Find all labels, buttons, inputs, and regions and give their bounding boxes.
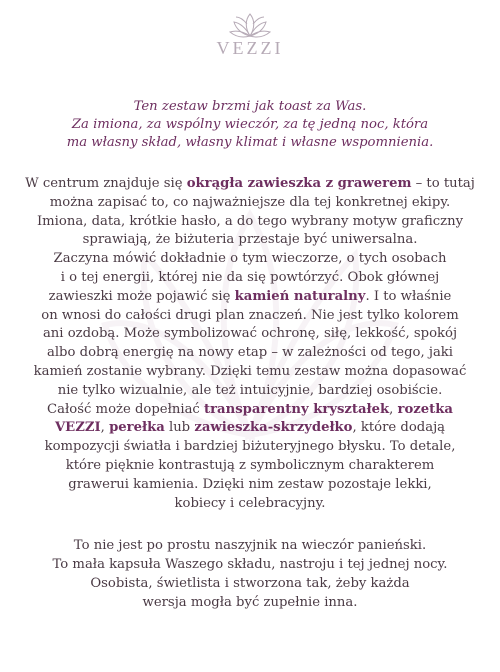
highlight-text: transparentny kryształek	[204, 401, 390, 417]
brand-name: VEZZI	[216, 38, 284, 58]
body-text-segment: i o tej energii, której nie da się powtórzyć. Obok głównej	[60, 269, 440, 285]
body-line	[15, 288, 485, 307]
body-text-segment: ,	[389, 401, 398, 417]
body-line	[15, 213, 485, 232]
outro-line: wersja mogła być zupełnie inna.	[142, 595, 358, 610]
body-text	[15, 175, 485, 513]
body-text-segment: ani ozdobą. Może symbolizować ochronę, siłę, lekkość, spokój	[42, 326, 458, 342]
body-line	[15, 194, 485, 213]
highlight-text: perełka	[109, 420, 165, 436]
body-text-segment: – to tutaj	[411, 176, 475, 191]
body-text-segment: można zapisać to, co najważniejsze dla tej konkretnej ekipy.	[49, 194, 451, 210]
body-text-segment: Całość może dopełniać	[47, 401, 205, 417]
body-line	[15, 344, 485, 363]
body-text-segment: sprawiają, że biżuteria przestaje być uniwersalna.	[82, 232, 418, 248]
intro-line: ma własny skład, własny klimat i własne wspomnienia.	[66, 135, 434, 150]
intro-line: Ten zestaw brzmi jak toast za Was.	[133, 99, 367, 114]
body-line	[15, 382, 485, 401]
body-text-segment: kompozycji światła i bardziej biżuteryjnego błysku. To detale,	[44, 439, 456, 455]
body-line	[15, 363, 485, 382]
body-line	[15, 250, 485, 269]
highlight-text: kamień naturalny	[234, 288, 366, 304]
body-text-segment: zawieszki może pojawić się	[48, 288, 235, 304]
intro-text	[20, 98, 480, 152]
outro-line: To mała kapsuła Waszego składu, nastroju i tej jednej nocy.	[52, 557, 448, 572]
body-text-segment: , które dodają	[352, 420, 446, 436]
lotus-icon	[228, 12, 272, 40]
body-text-segment: albo dobrą energię na nowy etap – w zależności od tego, jaki	[46, 345, 454, 361]
body-line	[15, 438, 485, 457]
highlight-text: okrągła zawieszka z grawerem	[186, 176, 412, 191]
highlight-text: rozetka	[397, 401, 453, 417]
body-text-segment: on wnosi do całości drugi plan znaczeń. Nie jest tylko kolorem	[41, 307, 459, 323]
body-line	[15, 476, 485, 495]
highlight-text: VEZZI	[54, 420, 101, 436]
body-line	[15, 175, 485, 194]
body-text-segment: . I to właśnie	[365, 288, 452, 304]
brand-logo	[0, 12, 500, 59]
body-text-segment: grawerui kamienia. Dzięki nim zestaw pozostaje lekki,	[68, 476, 432, 492]
body-line	[15, 495, 485, 514]
highlight-text: zawieszka-skrzydełko	[194, 420, 353, 436]
body-line	[15, 307, 485, 326]
outro-text	[20, 536, 480, 612]
body-line	[15, 325, 485, 344]
body-line	[15, 231, 485, 250]
body-text-segment: lub	[164, 420, 195, 436]
body-text-segment: nie tylko wizualnie, ale też intuicyjnie, bardziej osobiście.	[57, 382, 443, 398]
body-line	[15, 457, 485, 476]
outro-line: Osobista, świetlista i stworzona tak, żeby każda	[90, 576, 410, 591]
body-text-segment: które pięknie kontrastują z symbolicznym charakterem	[65, 457, 435, 473]
body-text-segment: Imiona, data, krótkie hasło, a do tego wybrany motyw graficzny	[36, 213, 464, 229]
body-line	[15, 401, 485, 420]
body-text-segment: W centrum znajduje się	[25, 176, 187, 191]
outro-line: To nie jest po prostu naszyjnik na wieczór panieński.	[73, 538, 427, 553]
body-text-segment: kobiecy i celebracyjny.	[174, 495, 326, 511]
body-text-segment: kamień zostanie wybrany. Dzięki temu zestaw można dopasować	[33, 363, 467, 379]
body-text-segment: Zaczyna mówić dokładnie o tym wieczorze, o tych osobach	[53, 251, 447, 267]
body-line	[15, 269, 485, 288]
body-text-segment: ,	[100, 420, 110, 436]
body-line	[15, 419, 485, 438]
intro-line: Za imiona, za wspólny wieczór, za tę jedną noc, która	[71, 117, 429, 132]
